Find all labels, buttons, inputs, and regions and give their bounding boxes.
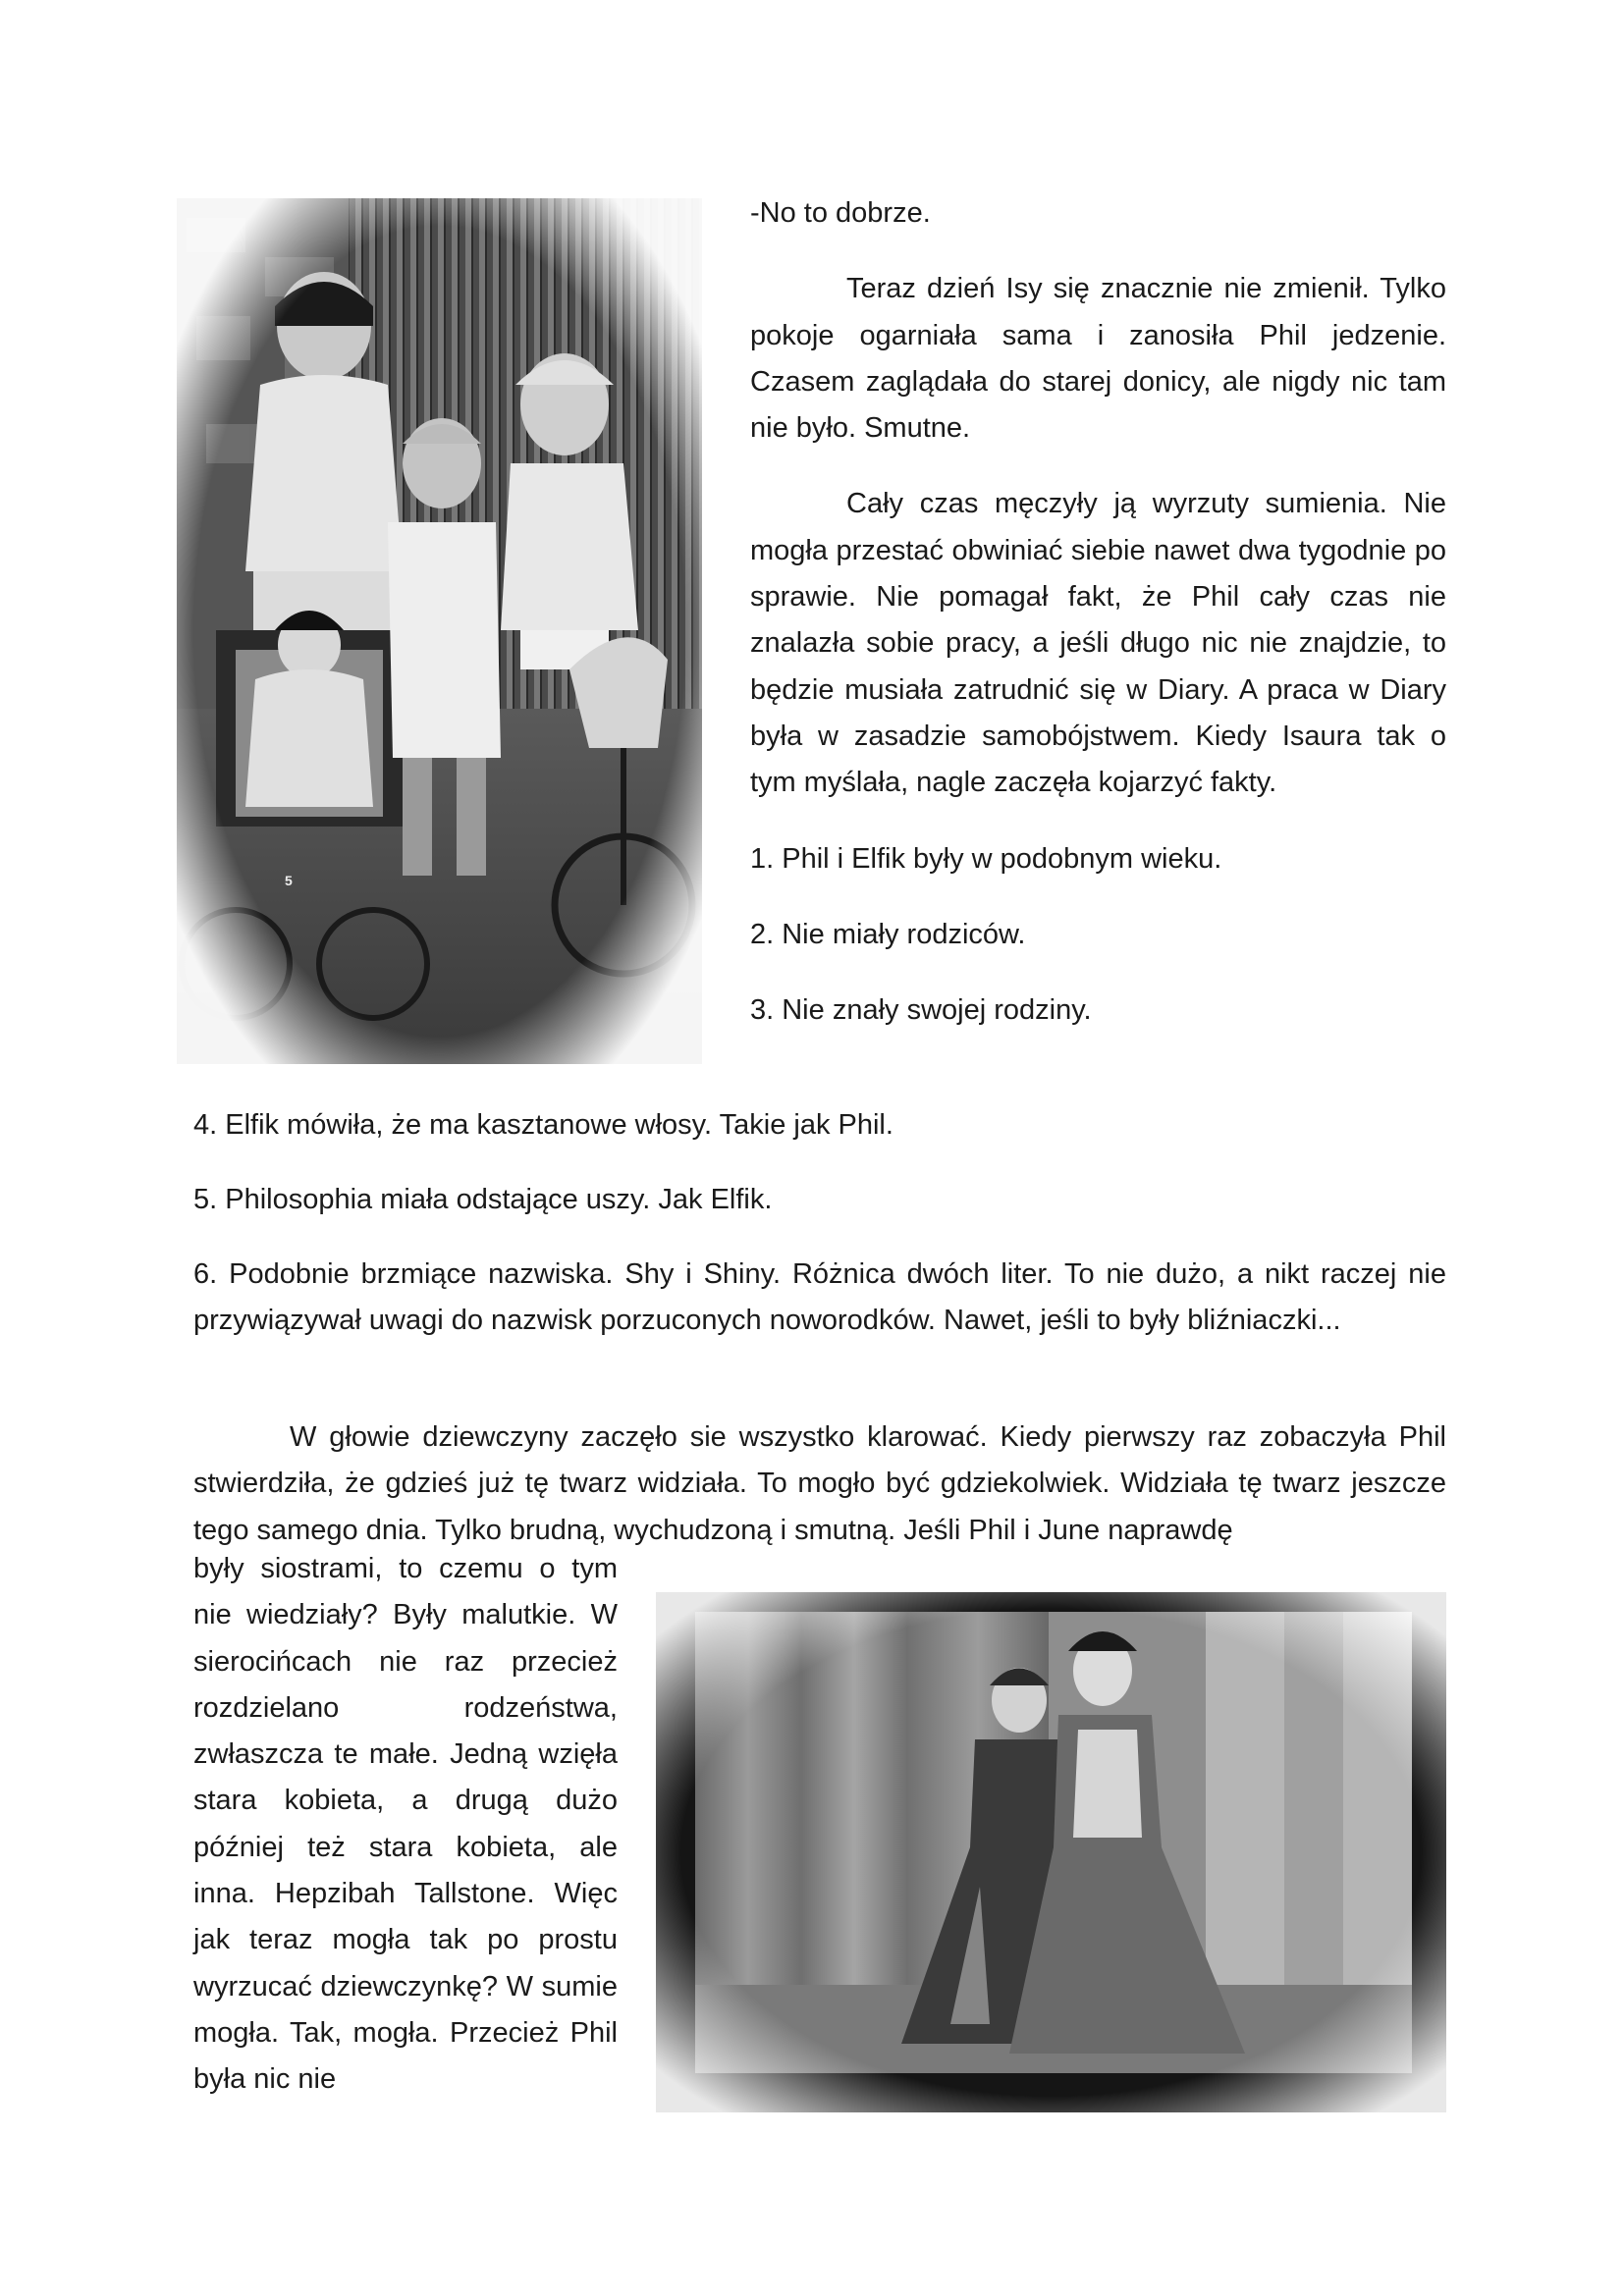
two-women-photo-image (656, 1592, 1446, 2112)
list-item-5: 5. Philosophia miała odstające uszy. Jak Elfik. (193, 1184, 773, 1215)
list-item-6: 6. Podobnie brzmiące nazwiska. Shy i Shiny. Różnica dwóch liter. To nie dużo, a nikt raczej nie przywiązywał uwagi do nazwisk porzuconych noworodków. Nawet, jeśli to były bliźniaczki... (193, 1258, 1446, 1337)
paragraph-dialogue: -No to dobrze. (750, 197, 931, 229)
right-column-text (750, 190, 1446, 1063)
list-item-1: 1. Phil i Elfik były w podobnym wieku. (750, 842, 1222, 875)
list-item-2: 2. Nie miały rodziców. (750, 918, 1026, 950)
paragraph-isa-day: Teraz dzień Isy się znacznie nie zmienił. Tylko pokoje ogarniała sama i zanosiła Phil jedzenie. Czasem zaglądała do starej donicy, ale nigdy nic tam nie było. Smutne. (750, 273, 1446, 445)
paragraph-remorse: Cały czas męczyły ją wyrzuty sumienia. Nie mogła przestać obwiniać siebie nawet dwa tygodnie po sprawie. Nie pomagał fakt, że Phil cały czas nie znalazła sobie pracy, a jeśli długo nic nie znajdzie, to będzie musiała zatrudnić się w Diary. A praca w Diary była w zasadzie samobójstwem. Kiedy Isaura tak o tym myślała, nagle zaczęła kojarzyć fakty. (750, 488, 1446, 799)
two-women-photo (656, 1592, 1446, 2112)
paragraph-realization: W głowie dziewczyny zaczęło sie wszystko klarować. Kiedy pierwszy raz zobaczyła Phil stwierdziła, że gdzieś już tę twarz widziała. To mogło być gdziekolwiek. Widziała tę twarz jeszcze tego samego dnia. Tylko brudną, wychudzoną i smutną. Jeśli Phil i June naprawdę (193, 1421, 1446, 1546)
children-photo (177, 198, 702, 1064)
list-item-4: 4. Elfik mówiła, że ma kasztanowe włosy. Takie jak Phil. (193, 1109, 893, 1141)
children-photo-image (177, 198, 702, 1064)
list-item-3: 3. Nie znały swojej rodziny. (750, 994, 1092, 1027)
paragraph-sisters: były siostrami, to czemu o tym nie wiedziały? Były malutkie. W sierocińcach nie raz przecież rozdzielano rodzeństwa, zwłaszcza te małe. Jedną wzięła stara kobieta, a drugą dużo później też stara kobieta, ale inna. Hepzibah Tallstone. Więc jak teraz mogła tak po prostu wyrzucać dziewczynkę? W sumie mogła. Tak, mogła. Przecież Phil była nic nie (193, 1553, 618, 2096)
